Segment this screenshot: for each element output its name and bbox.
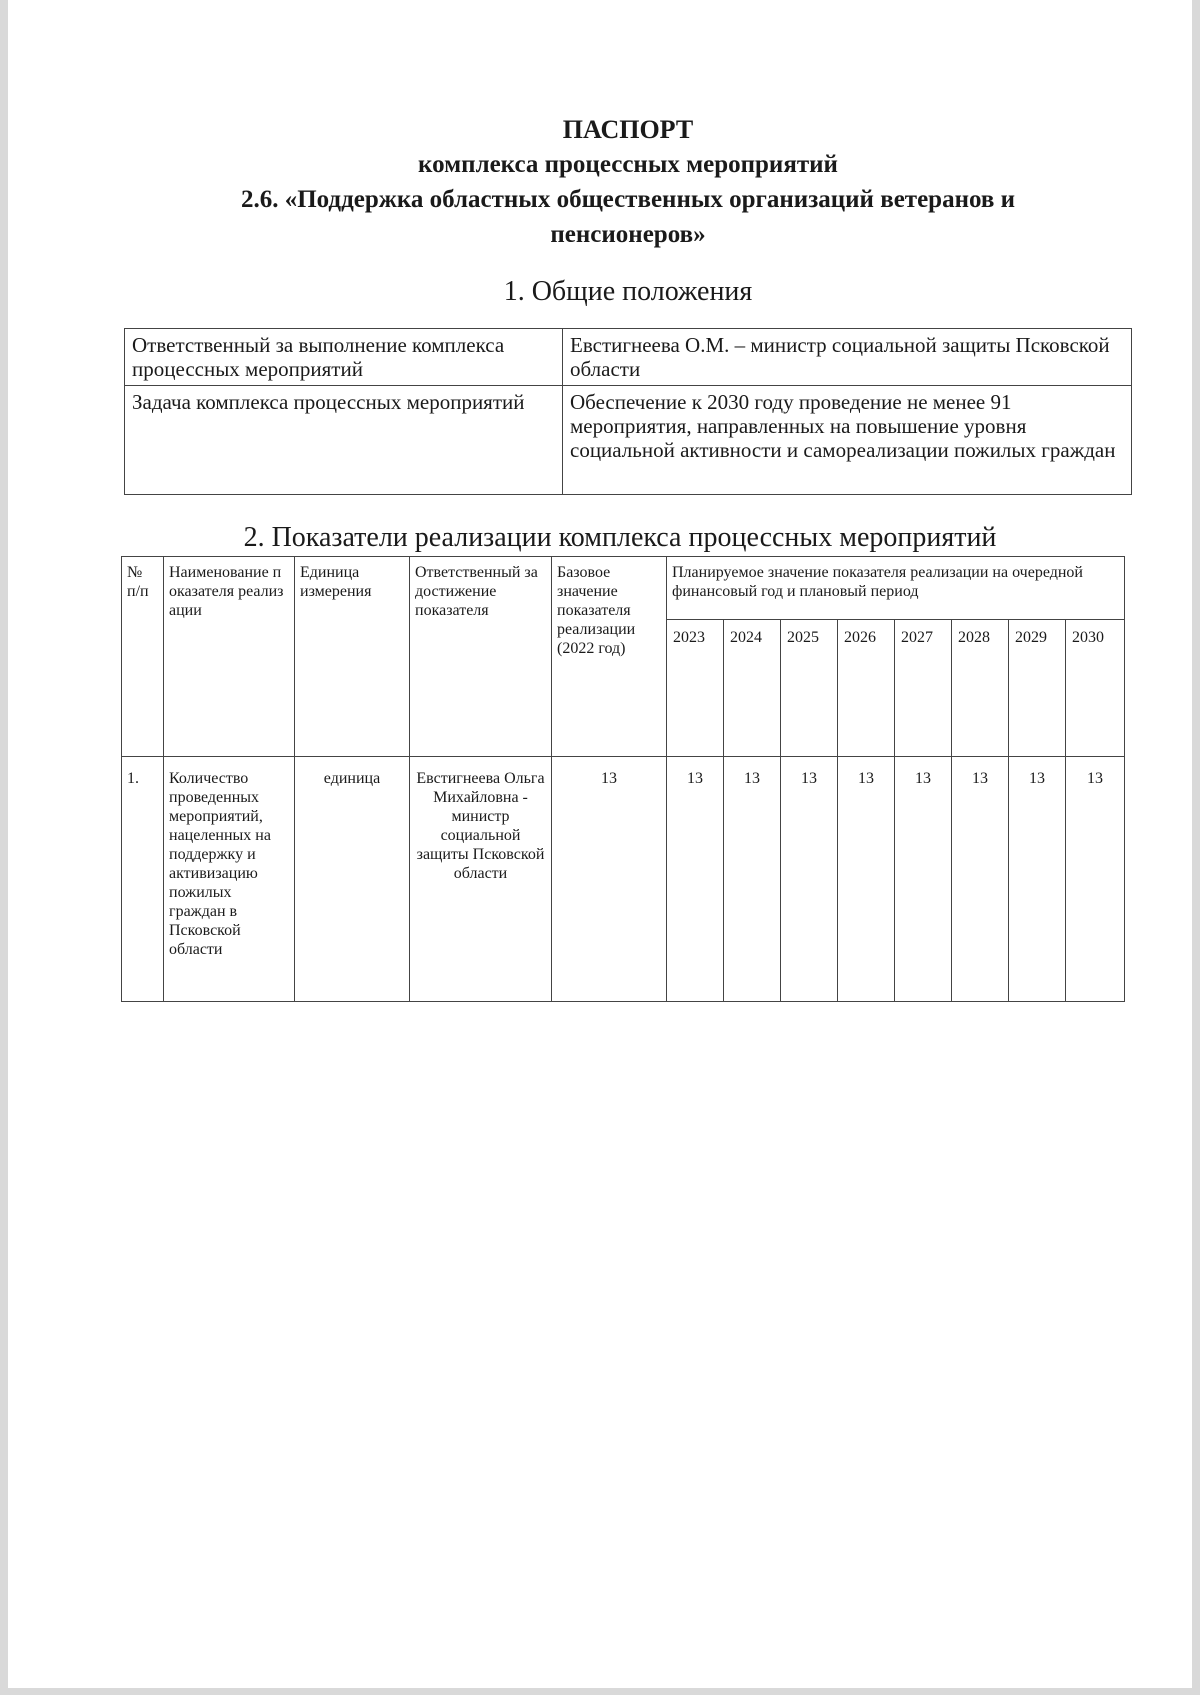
cell-year-value: 13 [724, 757, 781, 1002]
header-year: 2023 [667, 620, 724, 757]
cell-name: Количество проведенных мероприятий, нацеленных на поддержку и активизацию пожилых граждан в Псковской области [164, 757, 295, 1002]
row-label: Задача комплекса процессных мероприятий [125, 386, 563, 495]
cell-year-value: 13 [1009, 757, 1066, 1002]
cell-num: 1. [122, 757, 164, 1002]
row-label: Ответственный за выполнение комплекса процессных мероприятий [125, 329, 563, 386]
header-planned-value: Планируемое значение показателя реализации на очередной финансовый год и плановый период [667, 557, 1125, 620]
row-value: Евстигнеева О.М. – министр социальной защиты Псковской области [563, 329, 1132, 386]
table-row [122, 757, 1125, 1002]
table-row [125, 386, 1132, 495]
row-value: Обеспечение к 2030 году проведение не менее 91 мероприятия, направленных на повышение уровня социальной активности и самореализации пожилых граждан [563, 386, 1132, 495]
cell-year-value: 13 [895, 757, 952, 1002]
header-year: 2025 [781, 620, 838, 757]
program-name-line2: пенсионеров» [550, 221, 706, 248]
header-year: 2030 [1066, 620, 1125, 757]
cell-year-value: 13 [1066, 757, 1125, 1002]
header-year: 2029 [1009, 620, 1066, 757]
document-subtitle: комплекса процессных мероприятий [418, 151, 838, 178]
header-responsible: Ответственный за достижение показателя [410, 557, 552, 757]
section1-title: 1. Общие положения [503, 276, 753, 307]
header-year: 2028 [952, 620, 1009, 757]
cell-responsible: Евстигнеева Ольга Михайловна - министр социальной защиты Псковской области [410, 757, 552, 1002]
table-row [125, 329, 1132, 386]
program-name-line1: 2.6. «Поддержка областных общественных организаций ветеранов и [240, 186, 1016, 213]
document-title: ПАСПОРТ [562, 115, 694, 144]
header-name: Наименование показателя реализации [164, 557, 295, 757]
cell-base-value: 13 [552, 757, 667, 1002]
header-unit: Единица измерения [295, 557, 410, 757]
general-info-table [124, 328, 1132, 495]
indicators-table [121, 556, 1125, 1002]
document-page [8, 0, 1192, 1688]
header-year: 2026 [838, 620, 895, 757]
cell-year-value: 13 [667, 757, 724, 1002]
header-year: 2027 [895, 620, 952, 757]
header-year: 2024 [724, 620, 781, 757]
cell-year-value: 13 [838, 757, 895, 1002]
header-num: № п/п [122, 557, 164, 757]
cell-year-value: 13 [952, 757, 1009, 1002]
header-base-value: Базовое значение показателя реализации (2022 год) [552, 557, 667, 757]
cell-year-value: 13 [781, 757, 838, 1002]
table-header-row [122, 557, 1125, 620]
cell-unit: единица [295, 757, 410, 1002]
document-title-block [8, 112, 1192, 252]
section2-title: 2. Показатели реализации комплекса процессных мероприятий [243, 522, 997, 553]
